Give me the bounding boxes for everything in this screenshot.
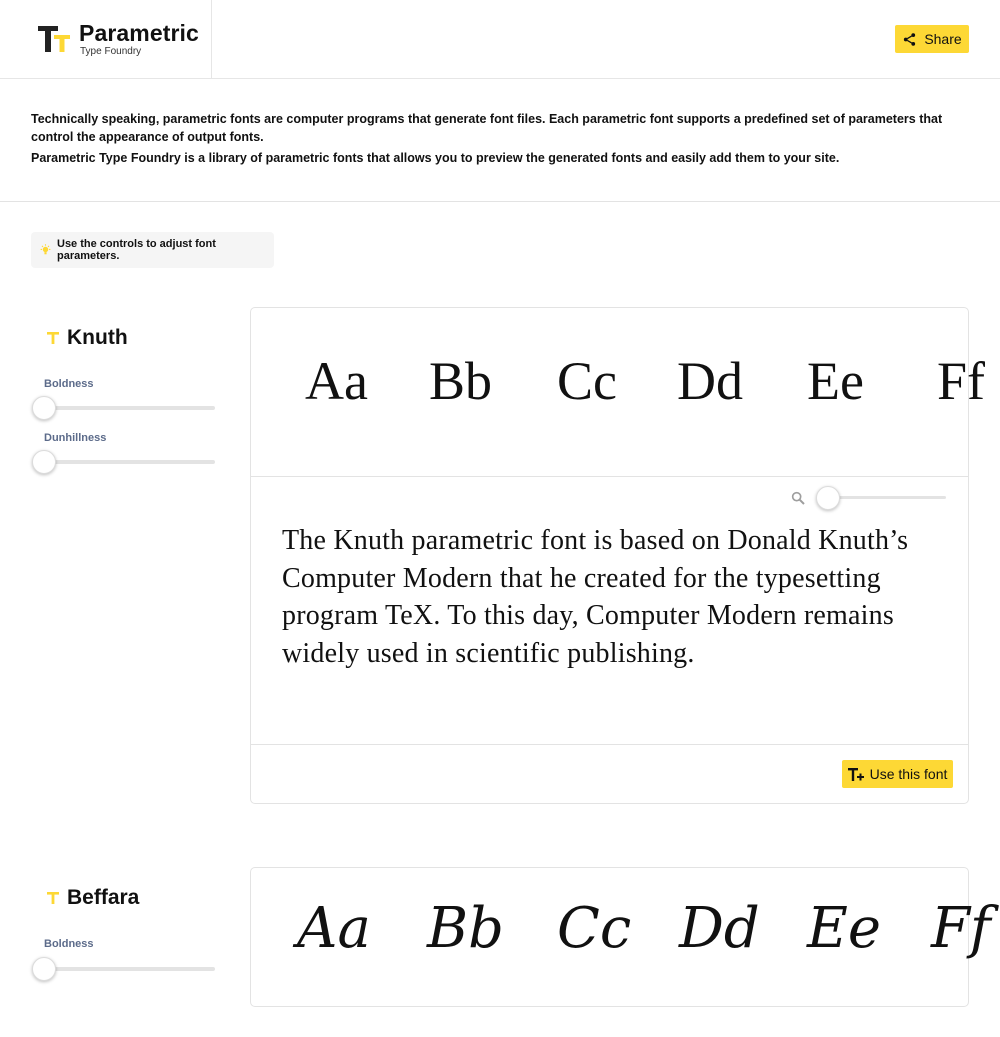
- slider-track[interactable]: [42, 406, 215, 410]
- glyph-pair: Cc: [557, 351, 617, 411]
- brand-name: Parametric: [79, 20, 199, 46]
- intro-section: [0, 79, 1000, 202]
- logo-icon: [38, 26, 72, 54]
- param-label-dunhillness: Dunhillness: [44, 432, 107, 444]
- zoom-icon: [790, 490, 806, 506]
- slider-thumb[interactable]: [32, 957, 56, 981]
- slider-thumb[interactable]: [32, 450, 56, 474]
- brand[interactable]: [0, 0, 212, 78]
- glyph-pair: Ee: [807, 351, 864, 411]
- glyph-pair: Ff: [931, 896, 991, 961]
- use-font-button[interactable]: [842, 760, 953, 788]
- glyph-pair: Dd: [679, 896, 760, 961]
- tip-banner: [31, 232, 274, 268]
- font-preview-card: [250, 867, 991, 1007]
- brand-subtitle: Type Foundry: [80, 46, 142, 57]
- slider-thumb[interactable]: [32, 396, 56, 420]
- slider-track[interactable]: [42, 967, 215, 971]
- glyph-pair: Aa: [305, 351, 368, 411]
- param-label-boldness: Boldness: [44, 378, 94, 390]
- glyph-pair: Bb: [429, 351, 493, 411]
- glyph-pair: Aa: [297, 896, 371, 961]
- dunhillness-slider[interactable]: [32, 450, 215, 474]
- glyph-pair: Ff: [937, 351, 986, 411]
- font-name: Knuth: [67, 326, 128, 349]
- intro-paragraph: Parametric Type Foundry is a library of parametric fonts that allows you to preview the generated fonts and easily add them to your site.: [31, 151, 840, 165]
- share-icon: [902, 32, 917, 47]
- share-button[interactable]: [895, 25, 969, 53]
- slider-track[interactable]: [826, 496, 946, 499]
- slider-track[interactable]: [42, 460, 215, 464]
- card-footer: [251, 744, 968, 804]
- intro-paragraph: Technically speaking, parametric fonts are computer programs that generate font files. Each parametric font supports a predefined set of parameters that control the appearance of output fonts.: [31, 112, 943, 144]
- glyph-pair: Ee: [807, 896, 882, 961]
- tip-text: Use the controls to adjust font parameters.: [57, 238, 216, 262]
- boldness-slider[interactable]: [32, 396, 215, 420]
- app-header: [0, 0, 1000, 79]
- glyph-pair: Bb: [427, 896, 504, 961]
- font-name: Beffara: [67, 886, 140, 909]
- font-t-icon: [47, 332, 59, 344]
- glyph-row: [251, 868, 991, 1037]
- zoom-slider[interactable]: [816, 486, 946, 510]
- share-label: Share: [924, 31, 962, 47]
- glyph-pair: Dd: [677, 351, 743, 411]
- lightbulb-icon: [39, 244, 52, 257]
- boldness-slider[interactable]: [32, 957, 215, 981]
- font-title: [47, 886, 139, 910]
- sample-text: The Knuth parametric font is based on Donald Knuth’s Computer Modern that he created for the typesetting program TeX. To this day, Computer Modern remains widely used in scientific publishing.: [282, 525, 909, 669]
- font-t-icon: [47, 892, 59, 904]
- glyph-row: [251, 308, 986, 477]
- param-label-boldness: Boldness: [44, 938, 94, 950]
- glyph-pair: Cc: [557, 896, 632, 961]
- add-font-icon: [848, 768, 864, 781]
- font-preview-card: [250, 307, 986, 804]
- font-title: [47, 326, 128, 350]
- slider-thumb[interactable]: [816, 486, 840, 510]
- use-font-label: Use this font: [869, 766, 948, 782]
